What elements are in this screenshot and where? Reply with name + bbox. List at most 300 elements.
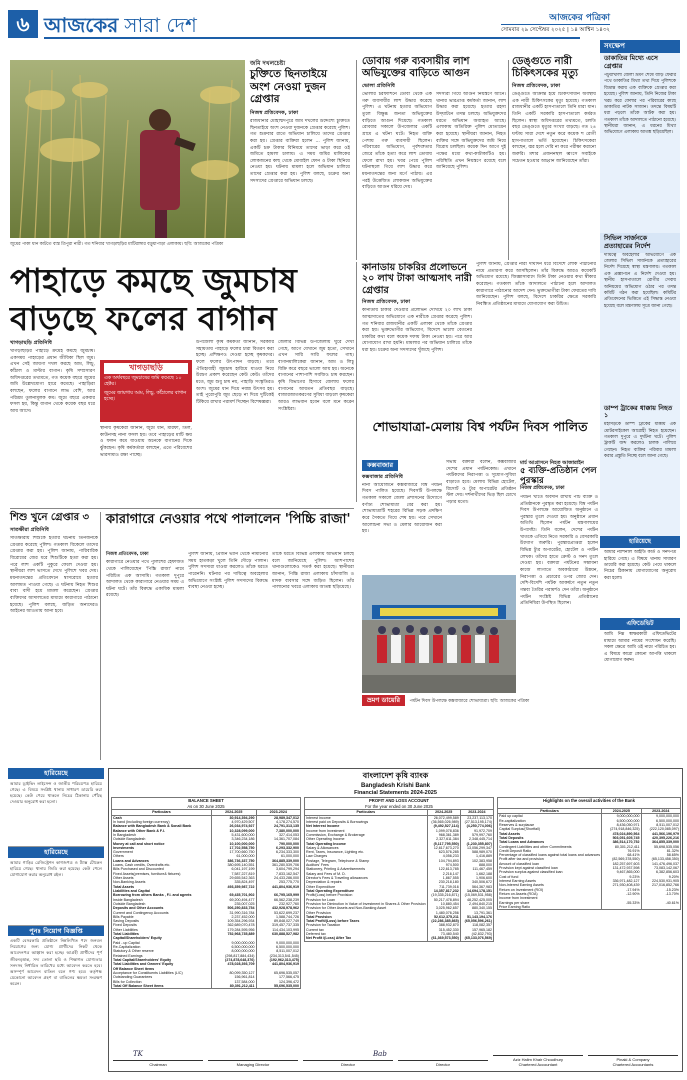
sig-auditor-1-name: Aziz Halim Khair Choudhury <box>512 1056 564 1062</box>
column-divider <box>356 262 357 502</box>
hl-value-cell: 224,530,931,905 <box>641 879 680 883</box>
story5-headline: শোভাযাত্রা-মেলায় বিশ্ব পর্যটন দিবস পালিত <box>362 420 598 434</box>
bs-title <box>111 797 301 809</box>
pl-value-cell: 880,340,155 <box>460 906 493 910</box>
bs-value-cell: 335,824,497 <box>212 880 257 884</box>
sig-auditor-1 <box>493 1055 583 1067</box>
hl-label-cell: Return on Investment (ROI) <box>498 888 602 892</box>
bs-label-cell: Retained Earnings <box>112 954 212 958</box>
pl-value-cell: 888,000 <box>460 863 493 867</box>
bs-value-cell: 361,280,539,706 <box>256 863 301 867</box>
bs-value-cell: (192,962,313,475) <box>256 958 301 962</box>
pl-label-cell: Income from Investment <box>305 829 428 833</box>
bs-value-cell: 8,000,000,000 <box>212 949 257 953</box>
bs-value-cell: 630,888,527,982 <box>256 932 301 936</box>
bs-label-cell: Bills Purchased and Discounted <box>112 867 212 871</box>
tourism-photo-caption: পর্যটন দিবস উপলক্ষে কক্সবাজারে শোভাযাত্রা। ছবি: আজকের পত্রিকা <box>409 699 530 704</box>
pl-label-cell: Provision for Other Assets and Non-Banking Asset <box>305 906 428 910</box>
sig-director-1 <box>303 1060 393 1067</box>
main-story-body3: উপজেলা কৃষি কর্মকর্তা জানান, সরকারি সহায়তায় পাহাড়ে ফলের চারা বিতরণ করা হচ্ছে। প্রশিক্ষণও দেওয়া হচ্ছে কৃষকদের। ফলে ফলের উৎপাদন বাড়ছে। তবে ঐতিহ্যবাহী জুমচাষ হারিয়ে যাওয়া নিয়ে উদ্বেগ প্রকাশ করেছেন কেউ কেউ। তাঁদের মতে, জুম শুধু চাষ নয়, পাহাড়ি সংস্কৃতিরও অংশ। জুমের ধান দিয়ে নবান্ন উৎসব হয়। তাই পুরোপুরি জুম ছেড়ে না দিয়ে দুটিকেই টিকিয়ে রাখার পরামর্শ দিচ্ছেন বিশেষজ্ঞরা। <box>196 340 274 405</box>
tourism-rally-photo <box>362 575 516 693</box>
main-headline: পাহাড়ে কমছে জুমচাষ বাড়ছে ফলের বাগান <box>10 261 297 338</box>
story7-byline: সাতক্ষীরা প্রতিনিধি <box>10 527 49 533</box>
highlights <box>497 797 681 910</box>
top-story-headline: চুক্তিতে ছিনতাইয়ে অংশ নেওয়া দুজন গ্রেপ্তার <box>250 68 328 106</box>
pl-value-cell: (9,492,527,114) <box>427 824 460 828</box>
bs-title-text: BALANCE SHEET <box>188 798 224 803</box>
hl-label-cell: Percentage of classified loans against total loans and advances <box>499 853 601 858</box>
bs-value-cell: 17,702,558,750 <box>212 846 257 850</box>
sig-md <box>208 1060 298 1067</box>
bs-value-cell: 235,007,025 <box>212 902 257 906</box>
bs-label-cell: In hand (Including foreign currency) <box>112 820 212 824</box>
hl-value-cell: (65,133,458,350) <box>641 857 680 861</box>
bs-value-cell: (234,313,541,545) <box>256 954 301 958</box>
bs-label-cell: Fixed Deposits <box>112 923 212 927</box>
hl-value-cell: (274,918,846,325) <box>602 827 641 831</box>
tourism-photo-caption-wrap <box>362 695 598 706</box>
hl-value-cell: 9.23% <box>602 875 641 879</box>
story5-body: নানা আয়োজনে কক্সবাজারে বিশ্ব পর্যটন দিবস পালিত হয়েছে। দিবসটি উপলক্ষে গতকাল সকালে জেলা প্রশাসনের উদ্যোগে বর্ণাঢ্য শোভাযাত্রা বের করা হয়। শোভাযাত্রাটি শহরের বিভিন্ন সড়ক প্রদক্ষিণ করে সৈকতে গিয়ে শেষ হয়। পরে সেখানে আলোচনা সভা ও মেলার আয়োজন করা হয়। <box>362 482 442 535</box>
pl-value-cell: 1,867,555 <box>427 876 460 880</box>
pl-value-cell: 50,217,478,894 <box>427 898 460 902</box>
pl-label-cell: Salary & Allowances <box>305 846 428 850</box>
pl-value-cell: 1,906,600 <box>460 876 493 880</box>
bs-value-cell: 8,511,007,012 <box>256 949 301 953</box>
hl-value-cell: 6,500,000,000 <box>641 819 680 823</box>
pl-label-cell: Interest Income <box>305 815 428 820</box>
bs-value-cell: 6,041,197,199 <box>212 867 257 871</box>
pl-value-cell: 1,662,188 <box>460 872 493 876</box>
bs-label-cell: Bills for Collection <box>112 980 212 984</box>
bs-row <box>112 984 301 989</box>
bs-label-cell: Saving Deposits <box>112 919 212 923</box>
ad2-body: আমার গাড়ির রেজিস্ট্রেশন কাগজপত্র ও ট্যাক্স টোকেন হারিয়ে গেছে। থানায় জিডি করা হয়েছে। কেউ পেলে যোগাযোগ করার অনুরোধ রইল। <box>8 858 104 926</box>
story2-body-col1: ভোলার চরফ্যাশনে ডোবা থেকে এক গরু ব্যবসায়ীর লাশ উদ্ধার করেছে পুলিশ। এ ঘটনায় হত্যার অভিযোগ তুলে বিক্ষুব্ধ জনতা অভিযুক্তের বাড়িতে আগুন দিয়েছে। গতকাল রোববার সকালে উপজেলার একটি গ্রামে এ ঘটনা ঘটে। নিহত ব্যক্তি পেশায় গরু ব্যবসায়ী ছিলেন। পরিবারের অভিযোগ, পূর্বশত্রুতার জেরে তাঁকে হত্যা করে লাশ ডোবায় ফেলে রাখা হয়। খবর পেয়ে পুলিশ ঘটনাস্থলে গিয়ে লাশ উদ্ধার করে ময়নাতদন্তের জন্য মর্গে পাঠায়। এর পরই উত্তেজিত লোকজন অভিযুক্তের বাড়িতে আগুন ধরিয়ে দেয়। <box>362 92 432 191</box>
pl-value-cell: 230,218,180 <box>427 880 460 884</box>
hl-label-cell: Return on Assets (ROA) <box>498 892 602 896</box>
pl-label-cell: Provision for Diminution in Value of Investment in Shares & Other Provision <box>306 901 426 906</box>
hl-value-cell: 76.91% <box>602 849 641 853</box>
pl-label-cell: Director's Fees & Traveling allowances <box>305 876 428 880</box>
pl-value-cell: 623,576,285 <box>427 850 460 854</box>
story-pichchi-raja <box>106 512 354 530</box>
signature-mark-2: Bab <box>373 1049 387 1058</box>
bs-value-cell: 9,000,000,000 <box>256 941 301 945</box>
hl-value-cell: 141,476,496,037 <box>641 862 680 866</box>
bs-value-cell: 441,804,936,919 <box>256 885 301 889</box>
pl-label-cell: Net Profit /(Loss) After Tax <box>305 936 428 941</box>
pl-value-cell: (65,133,076,569) <box>460 936 493 941</box>
pl-value-cell: 4,056,233 <box>427 854 460 858</box>
bs-label-cell: Balance with Bangladesh Bank & Sonali Bank <box>112 824 212 828</box>
pl-value-cell: 157,965,182 <box>460 928 493 932</box>
bs-value-cell: 53,622,699,237 <box>256 911 301 915</box>
ad3-title: পুনঃ নিয়োগ বিজ্ঞপ্তি <box>8 926 104 937</box>
bank-name-en: Bangladesh Krishi Bank <box>360 782 431 789</box>
bs-value-cell: 66,562,238,239 <box>256 898 301 902</box>
story8-col2 <box>188 552 268 712</box>
pl-label-cell: Other Provision <box>305 911 428 915</box>
sidebar-lost-notice-label: হারিয়েছে <box>600 536 680 548</box>
story5-kicker: কক্সবাজার <box>362 460 398 471</box>
tourism-col2 <box>446 460 516 570</box>
hl-value-cell: 217,016,852,766 <box>641 883 680 887</box>
hl-value-cell: 73,083,142,067 <box>641 866 680 870</box>
pl-label-cell: Depreciation & repairs <box>305 880 428 884</box>
hl-value-cell: 336,971,482,127 <box>602 879 641 883</box>
bs-value-cell: 61,000,000 <box>256 854 301 858</box>
bs-value-cell: 4,178,274,570 <box>256 820 301 824</box>
hl-label-cell: Paid up capital <box>498 814 602 819</box>
top-story-kicker: জমি দখলচেষ্টা <box>250 60 286 67</box>
bs-label-cell: Other Assets <box>112 876 212 880</box>
top-story-body: রাজধানীর মোহাম্মদপুরে জমি দখলের উদ্দেশ্যে চুক্তিতে ছিনতাইয়ে অংশ নেওয়া দুজনকে গ্রেপ্তার করেছে পুলিশ। গত শুক্রবার রাতে অভিযান চালিয়ে তাদের গ্রেপ্তার করা হয়। গ্রেপ্তার ব্যক্তিরা হলেন ... পুলিশ জানায়, একটি চক্র টাকার বিনিময়ে তাদের ভাড়া করে ওই জমিতে হামলা চালায়। এ সময় জমির মালিকের লোকজনের কাছ থেকে মোবাইল ফোন ও টাকা ছিনিয়ে নেওয়া হয়। ঘটনায় মামলা হলে অভিযান চালিয়ে তাদের গ্রেপ্তার করা হয়। পুলিশ বলছে, চক্রের অন্য সদস্যদের গ্রেপ্তারে অভিযান চলছে। <box>250 118 350 184</box>
bs-label-cell: Fixed Assets(premises, furniture& fixtures) <box>112 872 212 876</box>
bs-table-body <box>112 815 301 989</box>
bs-subtitle: As on 30 June 2025 <box>187 803 225 809</box>
pl-col-2025: 2024-2025 <box>427 810 460 815</box>
bs-value-cell: 441,804,936,919 <box>256 962 301 966</box>
pl-value-cell: (36,565,026,989) <box>427 820 460 824</box>
bs-value-cell: 61,000,000 <box>212 854 257 858</box>
bs-value-cell: 24,433,286,000 <box>256 876 301 880</box>
bs-value-cell: 28,989,347,012 <box>256 815 301 820</box>
sig-auditor-2-name: Pinaki & Company <box>616 1056 650 1062</box>
pl-label-cell: Other Operating Income <box>305 837 428 841</box>
bs-label-cell: Loans and Advances <box>112 859 212 863</box>
story-tourism-day <box>362 420 598 436</box>
ad1-title: হারিয়েছে <box>8 768 104 779</box>
story3-byline: নিজস্ব প্রতিবেদক, ঢাকা <box>512 83 561 89</box>
main-story-body2: স্থানীয় কৃষকেরা জানান, জুমে ধান, মারফা, তিল, কাউনসহ নানা ফসল হয়। তবে পাহাড়ের মাটি ক্ষয় ও ফলন কমে যাওয়ায় অনেকে বাগানের দিকে ঝুঁকছেন। কৃষি কর্মকর্তারা বলছেন, এতে পরিবেশের ভারসাম্যও রক্ষা পাচ্ছে। <box>100 426 192 458</box>
issue-date: সোমবার ২৯ সেপ্টেম্বর ২০২৫ | ১৪ আশ্বিন ১৪৩২ <box>501 27 610 34</box>
bs-value-cell: 432,928,978,962 <box>256 906 301 910</box>
story6-byline: নিজস্ব প্রতিবেদক, ঢাকা <box>520 486 565 492</box>
factbox-title: খাগড়াছড়ি <box>104 363 188 374</box>
bs-value-cell: 493,359,987,722 <box>212 885 257 889</box>
pl-label-cell: Total Operating Expenditure <box>305 889 428 893</box>
bs-value-cell: 506,250,833,754 <box>212 906 257 910</box>
pl-value-cell: (5,117,795,550) <box>427 842 460 846</box>
main-story-col3 <box>196 340 274 504</box>
story2-headline: ডোবায় গরু ব্যবসায়ীর লাশ অভিযুক্তের বাড়িতে আগুন <box>362 56 470 79</box>
pl-label-cell: Rent, Taxes, Insurance, Lighting etc. <box>305 850 428 854</box>
pl-value-cell: 315,452,330 <box>427 928 460 932</box>
bs-label-cell: Outside Bangladesh <box>112 902 212 906</box>
brief1-title: ডাকাতির মিথ্যে এসে গ্রেপ্তার <box>604 54 658 71</box>
hl-label-cell: Cost of fund <box>498 875 602 879</box>
bs-label-cell: Paid - up Capital <box>112 941 212 945</box>
bs-col-particulars: Particulars <box>112 810 212 815</box>
bs-value-cell: 319,457,737,335 <box>256 923 301 927</box>
pl-value-cell: 14,357,817,232 <box>427 889 460 893</box>
bs-value-cell: 6,500,000,000 <box>212 945 257 949</box>
pl-label-cell: Profit/(Loss) before Provision <box>305 893 428 897</box>
hl-label-cell: Non-Interest Earning Assets <box>498 883 602 887</box>
sig-director-2 <box>398 1060 488 1067</box>
hl-value-cell: 8,511,007,012 <box>641 823 680 827</box>
hl-value-cell: 9,000,000,000 <box>602 814 641 819</box>
pl-title <box>304 797 494 809</box>
bs-value-cell: 89,848,027,749 <box>256 919 301 923</box>
bs-label-cell: Other Liabilities <box>112 928 212 932</box>
bs-label-cell: Re-Capitalization <box>112 945 212 949</box>
pl-value-cell: 388,932,870 <box>427 923 460 927</box>
pl-value-cell: 711,739,016 <box>427 885 460 889</box>
bs-value-cell: 3,346,234,186 <box>212 837 257 841</box>
pl-label-cell: Stationery, Printing & Advertisements <box>305 867 428 871</box>
hl-label-cell: Amount of classified loan <box>498 862 602 866</box>
pl-label-cell: Total Operating Income <box>305 842 428 846</box>
pl-value-cell: 2,216,147 <box>427 872 460 876</box>
briefs-sidebar <box>600 40 680 680</box>
bs-label-cell: Outside Bangladesh <box>112 837 212 841</box>
story-dengue <box>512 56 596 267</box>
bs-label-cell: Capital/Shareholders' Equity <box>112 936 212 940</box>
hl-value-cell: -17.94% <box>602 888 641 892</box>
bs-value-cell: 752,968,735,889 <box>212 932 257 936</box>
sig-chairman-label: Chairman <box>149 1061 167 1067</box>
hl-value-cell: 441,566,196,979 <box>641 832 680 836</box>
balance-sheet <box>111 797 301 989</box>
pl-value-cell: 2,348,445,714 <box>460 837 493 841</box>
bs-value-cell: 124,396,472 <box>256 980 301 984</box>
top-story-byline: নিজস্ব প্রতিবেদক, ঢাকা <box>250 109 299 116</box>
bs-label-cell: Others <box>112 854 212 858</box>
pl-label-cell: Total Profit/(Loss) before Taxes <box>305 919 428 923</box>
bs-value-cell: 80,391,212,411 <box>212 984 257 989</box>
hl-value-cell: -15.23% <box>641 888 680 892</box>
tourism-photo-tag: ভ্রমণ ডায়েরি <box>362 695 405 706</box>
pl-value-cell: 118,082,357 <box>460 923 493 927</box>
hl-value-cell: 8,436,050,971 <box>602 823 641 827</box>
bs-value-cell: 4,970,429,507 <box>212 820 257 824</box>
pl-value-cell: 1,099,078,836 <box>427 829 460 833</box>
pl-value-cell: 111,467,459 <box>460 867 493 871</box>
bs-label-cell: Outstanding Guarantees <box>112 975 212 979</box>
sidebar-header: সংক্ষেপ <box>600 40 680 53</box>
affidavit-body: আমি নিম্ন স্বাক্ষরকারী এফিডেভিটের মাধ্যমে আমার নামের সংশোধন করেছি। সকল ক্ষেত্রে আমি ওই নামে পরিচিত হব। এ বিষয়ে কারো কোনো আপত্তি থাকলে যোগাযোগ করুন। <box>600 630 680 700</box>
hl-value-cell: (222,120,085,097) <box>641 827 680 831</box>
bs-value-cell: 65,696,535,057 <box>256 971 301 975</box>
bs-value-cell: 5,431,600,000 <box>212 833 257 837</box>
bs-value-cell: 790,000,000 <box>256 842 301 846</box>
pl-value-cell: 122,613,785 <box>427 867 460 871</box>
story-child-murder <box>10 512 98 736</box>
main-story-byline: খাগড়াছড়ি প্রতিনিধি <box>10 340 52 346</box>
bs-label-cell: Current and Contingency Accounts <box>112 911 212 915</box>
hl-value-cell: 6,382,856,603 <box>641 870 680 874</box>
bs-value-cell: 2,237,452,000 <box>212 915 257 919</box>
bs-value-cell: 66,795,165,999 <box>256 893 301 897</box>
pl-value-cell: 579,997,760 <box>460 833 493 837</box>
top-story <box>250 60 350 239</box>
hl-label-cell: Capital Surplus/(Shortfall) <box>498 827 602 831</box>
bs-label-cell: Loans, Cash credits, Overdrafts etc. <box>112 863 212 867</box>
pl-table-body <box>305 815 494 941</box>
story4-body2: পুলিশ জানায়, গ্রেপ্তার নারী দীর্ঘদিন ধরে বিদেশে লোক পাঠানোর নামে প্রতারণা করে আসছিলেন। তাঁর বিরুদ্ধে আরও কয়েকটি অভিযোগ রয়েছে। জিজ্ঞাসাবাদে তিনি টাকা নেওয়ার কথা স্বীকার করেছেন। গতকাল তাঁকে আদালতে পাঠানো হলে আদালত কারাগারে পাঠানোর আদেশ দেন। ভুক্তভোগীরা টাকা ফেরতের দাবি জানিয়েছেন। পুলিশ বলছে, বিদেশে চাকরির ক্ষেত্রে সরকারি নিবন্ধিত প্রতিষ্ঠানের মাধ্যমে যোগাযোগ করা উচিত। <box>476 262 596 307</box>
page-number: ৬ <box>8 10 38 38</box>
bs-label-cell: Deposits and Other Accounts <box>112 906 212 910</box>
hl-value-cell: 80,301,212,411 <box>602 845 641 849</box>
bs-value-cell: 69,435,701,902 <box>212 893 257 897</box>
bs-label-cell: Borrowing from others Banks , F.I. and agents <box>112 893 212 897</box>
pl-value-cell: 26,072,499,589 <box>427 815 460 820</box>
pl-table <box>304 809 494 941</box>
bs-value-cell: 386,736,337,750 <box>212 859 257 863</box>
brief3-body: মহাসড়কে ডাম্প ট্রাকের ধাক্কায় এক মোটরসাইকেল আরোহী নিহত হয়েছেন। গতকাল দুপুরে এ দুর্ঘটনা ঘটে। পুলিশ ট্রাকটি জব্দ করলেও চালক পালিয়ে গেছেন। নিহত ব্যক্তির পরিবার মামলা করার প্রস্তুতি নিচ্ছে বলে জানা গেছে। <box>604 422 676 460</box>
hl-value-cell: 9,000,000,000 <box>641 814 680 819</box>
pl-value-cell: 588,989,070 <box>460 850 493 854</box>
pl-value-cell: (61,369,573,550) <box>427 936 460 941</box>
tourism-rally-image <box>362 575 516 693</box>
bs-value-cell: 6,500,000,000 <box>256 945 301 949</box>
pl-value-cell: 10,880,454 <box>427 902 460 906</box>
story4-byline: নিজস্ব প্রতিবেদক, ঢাকা <box>362 299 411 306</box>
hl-label-cell: Total Assets <box>498 832 602 836</box>
pl-value-cell: 564,367,983 <box>460 885 493 889</box>
pl-label-cell: Other Expenditure <box>305 885 428 889</box>
bs-label-cell: Acceptance for Constituents Liabilities (L/C) <box>112 971 212 975</box>
main-story-body1: খাগড়াছড়ির পাহাড়ে ক্রমেই কমছে জুমচাষ। একসময় পাহাড়ের প্রধান জীবিকা ছিল জুম। এখন সেই জায়গা দখল করছে আম, লিচু, কাঁঠাল ও মাল্টার বাগান। কৃষি সম্প্রসারণ অধিদপ্তরের তথ্যমতে, গত কয়েক বছরে জুমের জমি উল্লেখযোগ্য হারে কমেছে। পাহাড়িরা বলছেন, ফলের বাগানে লাভ বেশি, আর পরিশ্রম তুলনামূলক কম। জুমে বছরে একবার ফসল হয়, কিন্তু বাগান থেকে কয়েক বছর ধরে আয় আসে। <box>10 349 95 414</box>
story8-byline: নিজস্ব প্রতিবেদক, ঢাকা <box>106 552 149 557</box>
bs-value-cell: 478,028,393,709 <box>212 962 257 966</box>
bs-value-cell: 3,604,799,294 <box>256 867 301 871</box>
story8-body2: পুলিশ জানায়, প্রিজন ভ্যান থেকে নামানোর সময় হাতকড়া খুলে তিনি দৌড়ে পালান। পুলিশ সদস্যরা ধাওয়া করলেও তাঁকে ধরতে পারেননি। ঘটনার পর দায়িত্বে অবহেলার অভিযোগে সংশ্লিষ্ট পুলিশ সদস্যদের বিরুদ্ধে ব্যবস্থা নেওয়া হচ্ছে। <box>188 552 268 591</box>
pl-value-cell: 73,480,540 <box>427 932 460 936</box>
hl-value-cell: 81.32% <box>641 849 680 853</box>
bs-value-cell: (298,817,884,434) <box>212 954 257 958</box>
jhum-harvest-photo <box>10 60 245 238</box>
classified-ads <box>8 768 104 1080</box>
brief3-title: ডাম্প ট্রাকের ধাক্কায় নিহত ১ <box>604 403 673 420</box>
main-story-col2 <box>100 426 192 504</box>
lost-notice-body: আমার ন্যাশনাল আইডি কার্ড ও সনদপত্র হারিয়ে গেছে। এ বিষয়ে থানায় সাধারণ ডায়েরি করা হয়েছে। কেউ পেয়ে থাকলে নিচের ঠিকানায় যোগাযোগের অনুরোধ করা হলো। <box>600 548 680 618</box>
bs-label-cell: Total Capital/Shareholders' Equity <box>112 958 212 962</box>
hl-label-cell: Total Loans and Advances <box>498 840 602 844</box>
hl-value-cell: 55,698,535,056 <box>641 845 680 849</box>
story3-body: ডেঙ্গুতে আক্রান্ত হয়ে চিকিৎসাধীন অবস্থায় এক নারী চিকিৎসকের মৃত্যু হয়েছে। গতকাল রাজধানীর একটি হাসপাতালে তিনি মারা যান। তিনি একটি সরকারি হাসপাতালে কর্মরত ছিলেন। স্বাস্থ্য অধিদপ্তরের তথ্যমতে, চলতি বছর ডেঙ্গুতে মৃত্যুর সংখ্যা বাড়ছে। গত ২৪ ঘণ্টায় সারা দেশে নতুন করে কয়েক শ রোগী হাসপাতালে ভর্তি হয়েছেন। চিকিৎসকেরা বলছেন, জ্বর হলে দেরি না করে পরীক্ষা করানো জরুরি। মশার প্রজননস্থল ধ্বংসে সবাইকে সচেতন হওয়ার আহ্বান জানিয়েছেন তাঁরা। <box>512 92 596 164</box>
pl-label-cell: Law Charges <box>305 854 428 858</box>
pl-value-cell: 1,480,076,256 <box>427 911 460 915</box>
pl-value-cell: 12,617,673,270 <box>427 846 460 850</box>
hl-value-cell: 68.41% <box>602 853 641 857</box>
pl-value-cell: 13,056,299,347 <box>460 846 493 850</box>
bs-col-2024: 2023-2024 <box>256 810 301 815</box>
main-story-factbox <box>100 360 192 422</box>
bs-label-cell: Cash <box>112 815 212 820</box>
pl-value-cell: 340,506,672 <box>460 880 493 884</box>
bs-value-cell: 9,000,000,000 <box>212 941 257 945</box>
sig-auditor-1-label: Chartered Accountant <box>518 1061 558 1067</box>
hl-value-cell: 6,500,000,000 <box>602 819 641 823</box>
story2-body-col2: সদস্যরা গিয়ে আগুন নিয়ন্ত্রণে আনে। থানার ভারপ্রাপ্ত কর্মকর্তা জানান, লাশ উদ্ধার করা হয়েছে। হত্যার রহস্য উদ্‌ঘাটনে তদন্ত চলছে। অভিযুক্তদের ধরতে অভিযান অব্যাহত আছে। এলাকায় অতিরিক্ত পুলিশ মোতায়েন করা হয়েছে। স্থানীয়রা জানান, নিহত ব্যক্তির সঙ্গে অভিযুক্তদের জমি নিয়ে বিরোধ চলছিল। কয়েক দিন আগে দুই পক্ষের মধ্যে কথা-কাটাকাটিও হয়। পরিস্থিতি এখন নিয়ন্ত্রণে রয়েছে বলে জানিয়েছে পুলিশ। <box>436 92 506 171</box>
story8-body3: তাঁকে ধরতে বিভিন্ন এলাকায় অভিযান চলছে বলে জানিয়েছে পুলিশ। আশপাশের থানাগুলোকেও সতর্ক করা হয়েছে। স্থানীয়রা জানান, পিচ্চি রাজা এলাকায় চাঁদাবাজি ও মাদক ব্যবসার সঙ্গে জড়িত ছিলেন। তাঁর পালানোর খবরে এলাকায় আতঙ্ক ছড়িয়েছে। <box>272 552 354 591</box>
pl-value-cell: 2,494,840,215 <box>460 902 493 906</box>
hl-value-cell: -12.90% <box>602 892 641 896</box>
bank-name-bn: বাংলাদেশ কৃষি ব্যাংক <box>362 771 429 780</box>
pl-value-cell: 104,794,893 <box>427 859 460 863</box>
story3-headline: ডেঙ্গুতে নারী চিকিৎসকের মৃত্যু <box>512 56 579 79</box>
hl-value-cell: 9.20% <box>641 875 680 879</box>
sig-director-1-label: Director <box>340 1061 355 1067</box>
story7-headline: শিশু খুনে গ্রেপ্তার ৩ <box>10 512 90 523</box>
bs-value-cell: 14,361,707,084 <box>256 837 301 841</box>
bs-value-cell: 7,380,000,000 <box>256 829 301 833</box>
hl-title: Highlights on the overall activities of the Bank <box>497 797 681 808</box>
signature-mark-1: TK <box>133 1049 143 1058</box>
pl-value-cell: 14,694,178,151 <box>460 889 493 893</box>
pl-label-cell: Provision for Loan <box>305 898 428 902</box>
bs-value-cell: 6,234,333,300 <box>256 850 301 854</box>
hl-value-cell: 9,467,865,000 <box>602 870 641 874</box>
hl-value-cell: (82,569,378,550) <box>602 857 641 861</box>
pl-value-cell: (22,286,385,865) <box>427 919 460 923</box>
bs-label-cell: Non-Banking Assets <box>112 880 212 884</box>
bs-value-cell: 30,914,394,290 <box>212 815 257 820</box>
fin-statement-title: Financial Statements 2024-2025 <box>354 789 437 796</box>
bs-value-cell: 80,099,350,127 <box>212 971 257 975</box>
bs-label-cell: Liabilities and Capital <box>112 889 212 893</box>
hl-value-cell: 58.65% <box>641 853 680 857</box>
ad1-body: আমার ড্রাইভিং লাইসেন্স ও জাতীয় পরিচয়পত্র হারিয়ে গেছে। এ বিষয়ে সংশ্লিষ্ট থানায় সাধারণ ডায়েরি করা হয়েছে। কেউ পেয়ে থাকলে নিচের ঠিকানায় পৌঁছে দেওয়ার অনুরোধ করা হলো। <box>8 779 104 847</box>
sig-md-label: Managing Director <box>236 1061 270 1067</box>
bs-value-cell: 156,961,814 <box>212 975 257 979</box>
bs-value-cell: 253,775,770 <box>256 880 301 884</box>
story8-col1 <box>106 552 184 720</box>
hl-label-cell: Contingent Liabilities and other Commitments <box>498 845 602 849</box>
row-divider <box>10 508 354 509</box>
hl-label-cell: Earnings per share <box>498 901 602 905</box>
bs-value-cell: 137,584,000 <box>212 980 257 984</box>
pl-value-cell: (15,069,531,958) <box>460 893 493 897</box>
story6-headline: ৫ ব্যক্তি-প্রতিষ্ঠান পেল পুরস্কার <box>520 466 597 487</box>
story4-headline: কানাডায় চাকরির প্রলোভনে ২০ লাখ টাকা আত্মসাৎ নারী গ্রেপ্তার <box>362 262 472 296</box>
bs-value-cell: 109,354,296,934 <box>212 919 257 923</box>
hl-value-cell: 182,257,697,603 <box>602 862 641 866</box>
pl-label-cell: Commission, Exchange & Brokerage <box>305 833 428 837</box>
pl-label-cell: Salary and Fees of M. D. <box>305 872 428 876</box>
pl-value-cell: (4,250,774,006) <box>460 824 493 828</box>
masthead-rule <box>44 37 580 39</box>
main-story-col1 <box>10 340 95 509</box>
bs-value-cell: 179,284,595,956 <box>212 928 257 932</box>
bs-label-cell: Total Liabilities and Owners' Equity <box>112 962 212 966</box>
story7-body: সাতক্ষীরায় শিশুকে হত্যার ঘটনায় তিনজনকে গ্রেপ্তার করেছে পুলিশ। গতকাল বিকেলে তাদের গ্রেপ্তার করা হয়। পুলিশ জানায়, পারিবারিক বিরোধের জের ধরে শিশুটিকে হত্যা করা হয়। পরে লাশ একটি পুকুরে ফেলে দেওয়া হয়। স্থানীয়রা লাশ ভাসতে দেখে পুলিশে খবর দেয়। ময়নাতদন্তের প্রতিবেদনে শ্বাসরোধে হত্যার আলামত পাওয়া গেছে। এ ঘটনায় নিহত শিশুর বাবা বাদী হয়ে মামলা করেছেন। গ্রেপ্তার ব্যক্তিদের আদালতের মাধ্যমে কারাগারে পাঠানো হয়েছে। পুলিশ বলছে, জড়িত অন্যদেরও আইনের আওতায় আনা হবে। <box>10 536 98 615</box>
bs-value-cell: 364,885,339,000 <box>256 859 301 863</box>
column-divider <box>100 512 101 760</box>
profit-loss <box>304 797 494 942</box>
masthead <box>8 10 680 40</box>
pl-value-cell: 1,416,889 <box>460 854 493 858</box>
pl-value-cell: 968,361,389 <box>427 833 460 837</box>
bs-value-cell: 69,200,494,477 <box>212 898 257 902</box>
hl-value-cell: 478,024,890,564 <box>602 832 641 836</box>
bs-value-cell: 17,700,660,750 <box>212 850 257 854</box>
hl-value-cell: 364,855,339,000 <box>641 840 680 844</box>
jhum-harvest-image <box>10 60 245 238</box>
paper-name: আজকের পত্রিকা <box>501 12 610 25</box>
story2-byline: ভোলা প্রতিনিধি <box>362 83 395 89</box>
hl-value-cell: -13.70% <box>641 892 680 896</box>
bs-value-cell: 6,293,332,900 <box>256 846 301 850</box>
hl-col-2025: 2024-2025 <box>602 809 641 814</box>
bs-label-cell: Total Liabilities <box>112 932 212 936</box>
bs-label-cell: Inside Bangladesh <box>112 898 212 902</box>
signatures <box>113 1049 679 1067</box>
brief2-body: দায়িত্বে অবহেলার অভিযোগে এক জেলার সিভিল সার্জনকে প্রত্যাহারের নির্দেশ দিয়েছে স্বাস্থ্য মন্ত্রণালয়। গতকাল এক প্রজ্ঞাপনে এ নির্দেশ দেওয়া হয়। স্থানীয় হাসপাতালে রোগীর সেবায় অনিয়মের অভিযোগ ওঠার পর তদন্ত কমিটি গঠন করা হয়েছিল। কমিটির প্রতিবেদনের ভিত্তিতে এই সিদ্ধান্ত নেওয়া হয়েছে বলে মন্ত্রণালয় সূত্রে জানা গেছে। <box>604 252 676 309</box>
